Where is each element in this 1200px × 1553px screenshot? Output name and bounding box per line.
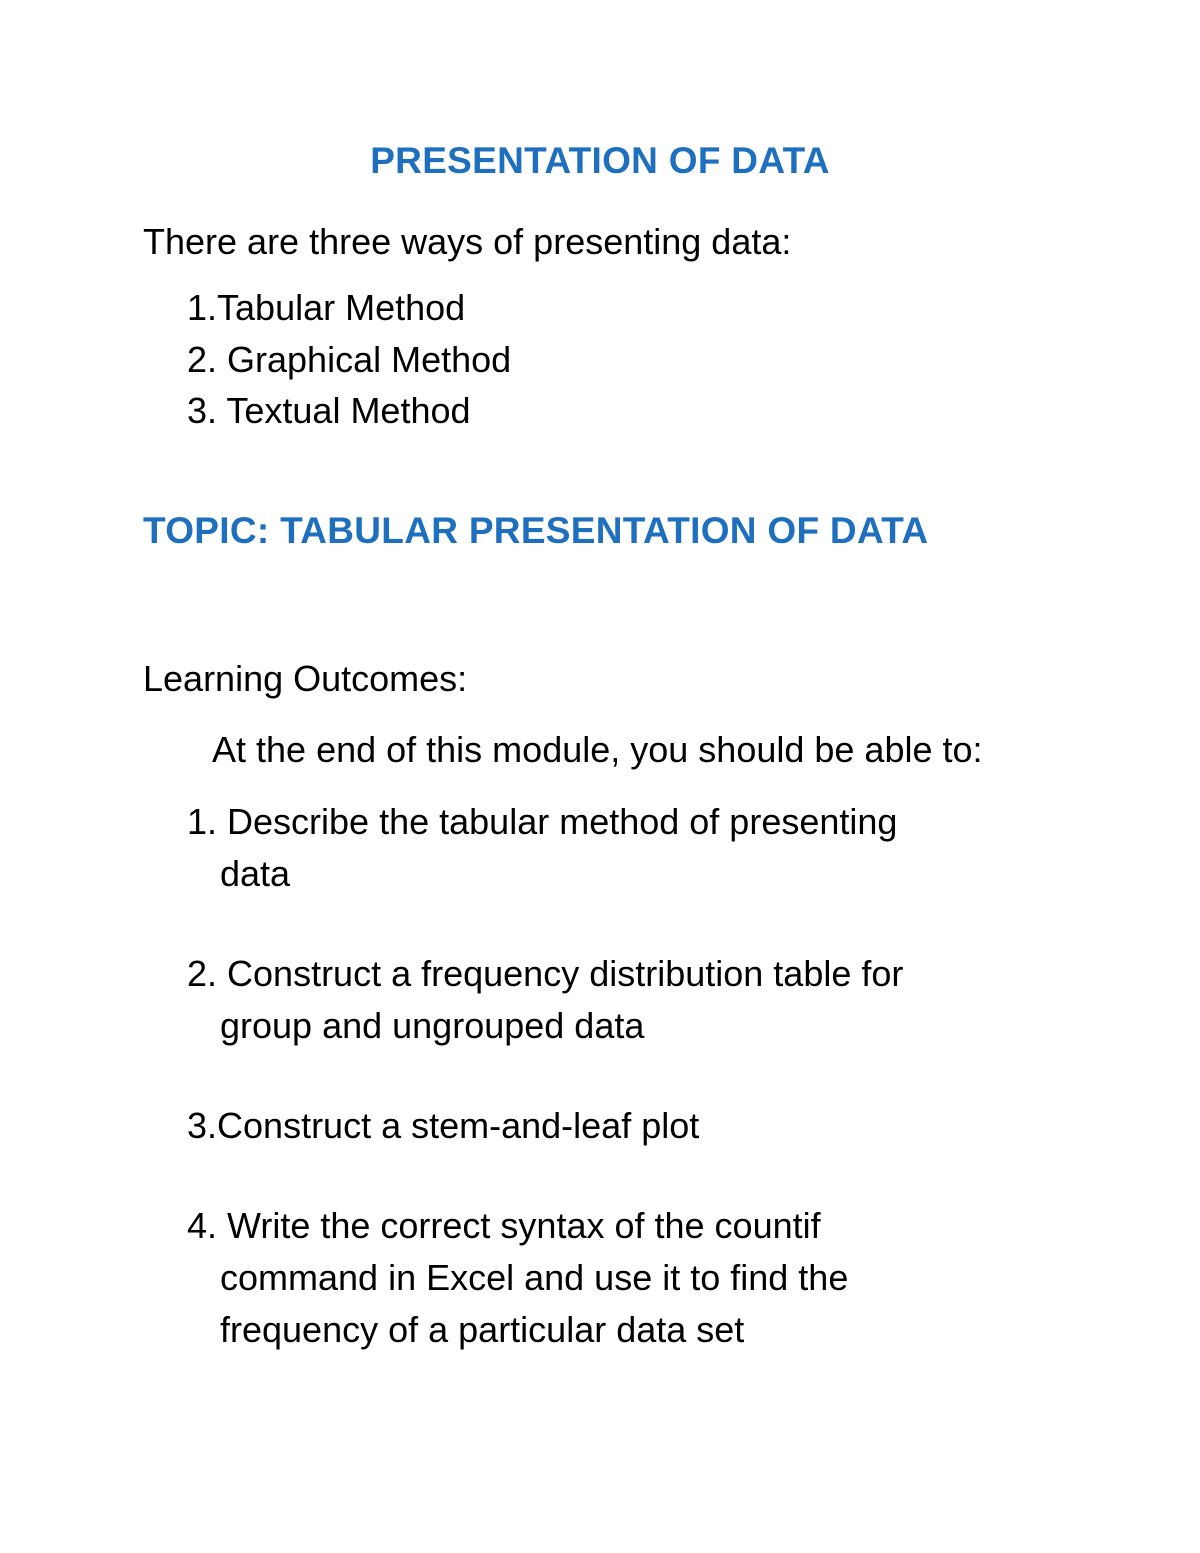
outcome-item-2-line1: 2. Construct a frequency distribution table for [187, 953, 904, 994]
outcome-item-4-line1: 4. Write the correct syntax of the countif [187, 1205, 821, 1246]
outcomes-intro: At the end of this module, you should be able to: [212, 729, 983, 770]
outcome-item-3 [187, 1100, 699, 1152]
intro-text: There are three ways of presenting data: [143, 221, 792, 262]
outcome-item-4 [187, 1200, 848, 1356]
outcome-item-3-line1: 3.Construct a stem-and-leaf plot [187, 1105, 700, 1146]
outcome-item-2-line2: group and ungrouped data [220, 1005, 645, 1046]
topic-heading: TOPIC: TABULAR PRESENTATION OF DATA [143, 510, 929, 551]
outcome-item-4-line2: command in Excel and use it to find the [220, 1257, 849, 1298]
outcome-item-4-line3: frequency of a particular data set [220, 1309, 745, 1350]
page-title: PRESENTATION OF DATA [370, 140, 830, 181]
method-item-textual: 3. Textual Method [187, 390, 471, 431]
outcome-item-1-line1: 1. Describe the tabular method of presenting [187, 801, 898, 842]
outcome-item-1-line2: data [220, 853, 291, 894]
method-item-graphical: 2. Graphical Method [187, 339, 512, 380]
outcome-item-2 [187, 948, 903, 1052]
method-item-tabular: 1.Tabular Method [187, 287, 466, 328]
outcome-item-1 [187, 796, 897, 900]
learning-outcomes-label: Learning Outcomes: [143, 658, 468, 699]
